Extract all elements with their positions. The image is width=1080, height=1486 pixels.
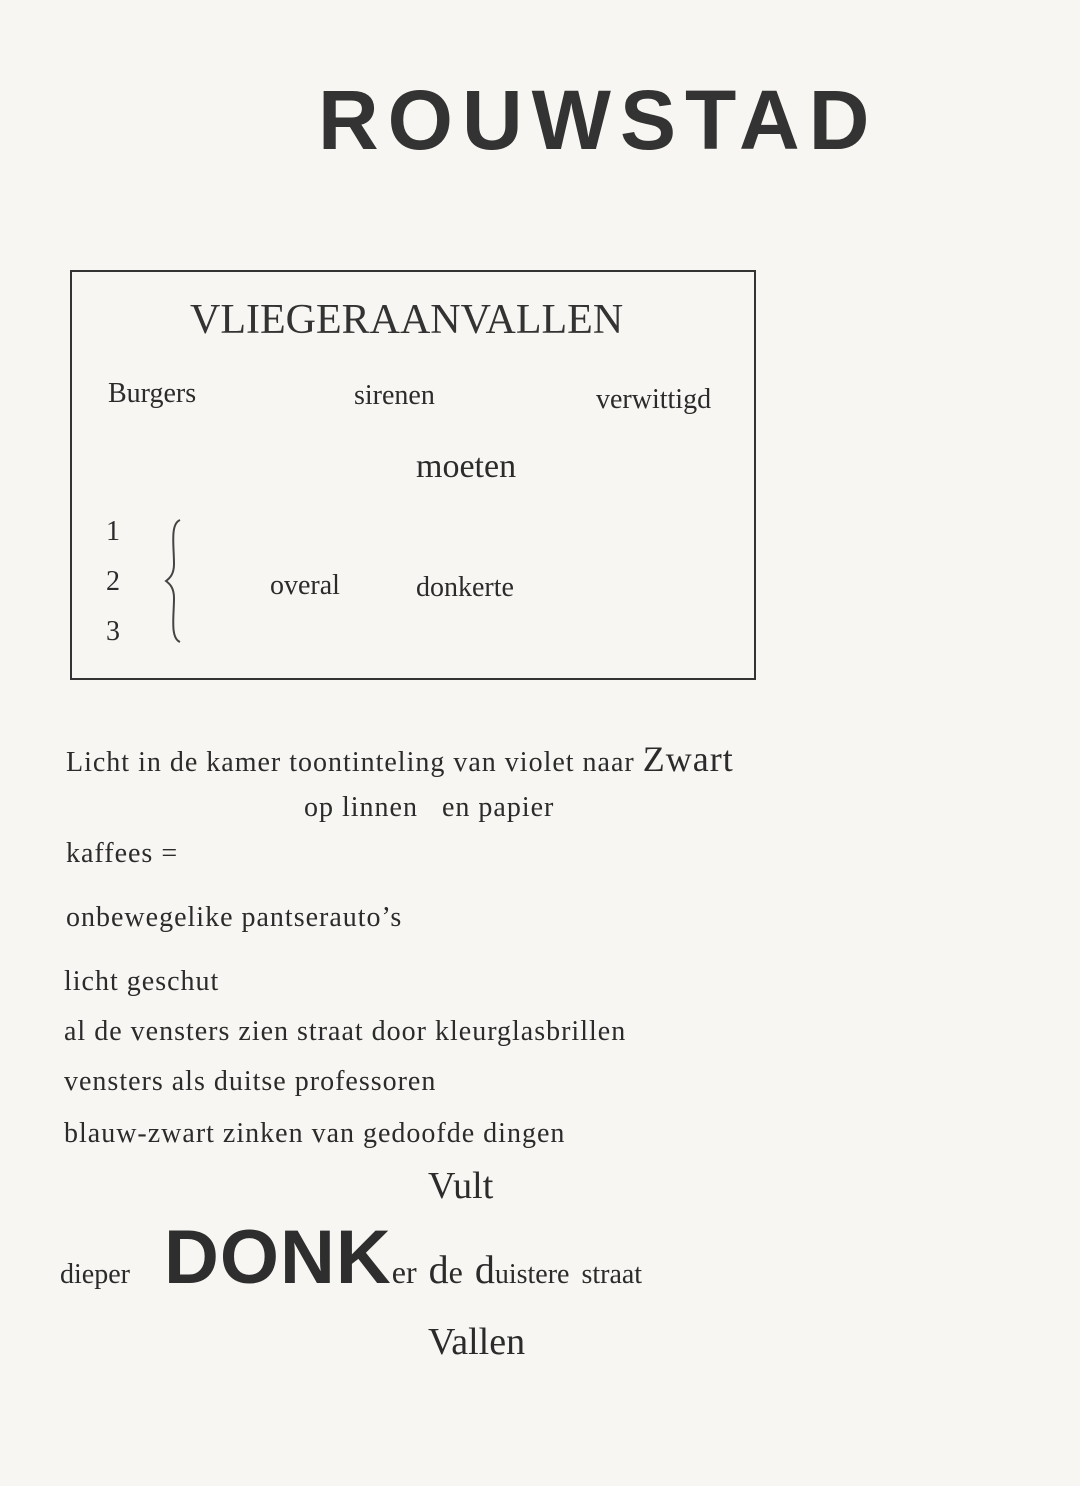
word-uistere: uistere [494,1259,570,1290]
poem-line-1-text: Licht in de kamer toontinteling van violet naar [66,747,635,778]
word-overal: overal [270,570,340,601]
number-1: 1 [106,516,120,547]
number-3: 3 [106,616,120,647]
poem-final-line [60,1214,642,1304]
page-title: ROUWSTAD [318,73,879,167]
poem-line-2: op linnen en papier [304,792,555,823]
number-2: 2 [106,566,120,597]
word-donkerte: donkerte [416,572,514,603]
word-sirenen: sirenen [354,380,435,411]
word-verwittigd: verwittigd [596,384,712,415]
letter-d-duistere: d [474,1247,495,1292]
letter-e: e [448,1254,463,1290]
poem-line-7: vensters als duitse professoren [64,1066,437,1097]
word-vallen: Vallen [428,1321,526,1363]
poem-line-6: al de vensters zien straat door kleurglasbrillen [64,1016,627,1047]
word-er: er [391,1254,417,1290]
word-moeten: moeten [416,448,517,485]
poem-line-3: kaffees = [66,838,179,869]
word-straat: straat [581,1259,643,1290]
word-vult: Vult [428,1165,494,1207]
curly-brace-icon [160,516,190,646]
letter-d-large: d [428,1247,449,1292]
poem-line-4: onbewegelike pantserauto’s [66,902,403,933]
poem-line-5: licht geschut [64,966,220,997]
word-dieper: dieper [60,1259,130,1290]
word-burgers: Burgers [108,378,197,409]
word-donk: DONK [163,1215,392,1300]
poem-line-1 [66,738,734,780]
word-zwart: Zwart [642,739,734,779]
box-heading: VLIEGERAANVALLEN [190,297,624,343]
poem-line-8: blauw-zwart zinken van gedoofde dingen [64,1118,566,1149]
